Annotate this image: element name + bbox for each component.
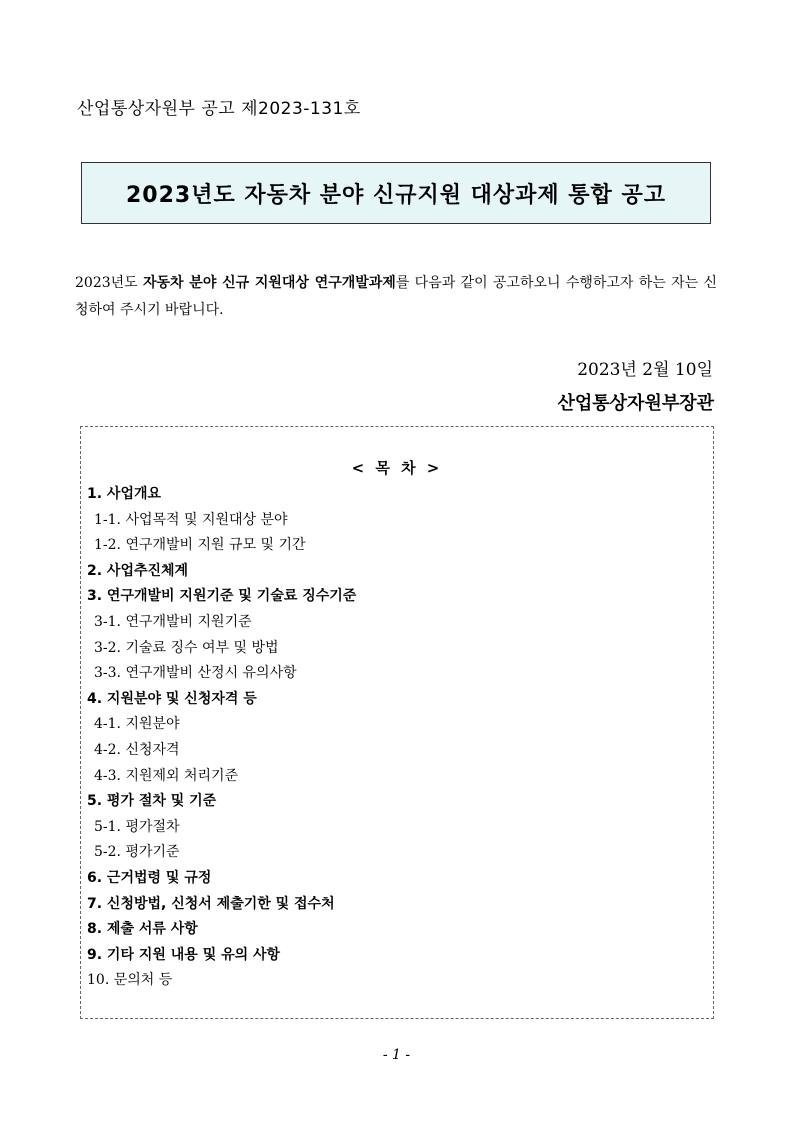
toc-subsection: 4-1. 지원분야 <box>94 716 180 733</box>
toc-section: 5. 평가 절차 및 기준 <box>87 793 217 810</box>
toc-list <box>87 482 356 994</box>
toc-subsection: 1-2. 연구개발비 지원 규모 및 기간 <box>94 537 306 554</box>
page-number: - 1 - <box>382 1047 411 1063</box>
toc-subsection: 4-3. 지원제외 처리기준 <box>94 767 239 784</box>
toc-section: 6. 근거법령 및 규정 <box>87 869 212 886</box>
toc-subsection: 3-1. 연구개발비 지원기준 <box>94 613 252 630</box>
notice-date: 2023년 2월 10일 <box>577 360 713 380</box>
toc-section: 1. 사업개요 <box>87 486 162 502</box>
title-box <box>81 162 711 224</box>
toc-subsection: 4-2. 신청자격 <box>94 741 180 758</box>
notice-number: 산업통상자원부 공고 제2023-131호 <box>77 99 361 119</box>
toc-section: 7. 신청방법, 신청서 제출기한 및 접수처 <box>87 895 335 912</box>
toc-section: 8. 제출 서류 사항 <box>87 921 198 938</box>
document-title: 2023년도 자동차 분야 신규지원 대상과제 통합 공고 <box>126 182 666 208</box>
toc-section: 4. 지원분야 및 신청자격 등 <box>87 690 257 707</box>
toc-subsection: 5-2. 평가기준 <box>94 844 180 861</box>
toc-section: 2. 사업추진체계 <box>87 562 189 579</box>
intro-suffix: 를 다음과 같이 공고하오니 수행하고자 하는 자는 신청하여 주시기 바랍니다. <box>75 275 718 318</box>
toc-title: < 목 차 > <box>351 459 443 477</box>
toc-section: 3. 연구개발비 지원기준 및 기술료 징수기준 <box>87 588 357 605</box>
intro-prefix: 2023년도 <box>75 275 143 291</box>
intro-paragraph <box>75 270 717 324</box>
toc-subsection: 1-1. 사업목적 및 지원대상 분야 <box>94 511 288 528</box>
toc-subsection: 5-1. 평가절차 <box>94 818 180 835</box>
toc-section: 9. 기타 지원 내용 및 유의 사항 <box>87 946 281 963</box>
signer: 산업통상자원부장관 <box>557 393 714 414</box>
toc-subsection: 3-2. 기술료 징수 여부 및 방법 <box>94 639 279 656</box>
toc-section: 10. 문의처 등 <box>87 972 173 989</box>
intro-bold: 자동차 분야 신규 지원대상 연구개발과제 <box>143 275 396 291</box>
table-of-contents <box>80 426 714 1019</box>
toc-subsection: 3-3. 연구개발비 산정시 유의사항 <box>94 665 297 682</box>
